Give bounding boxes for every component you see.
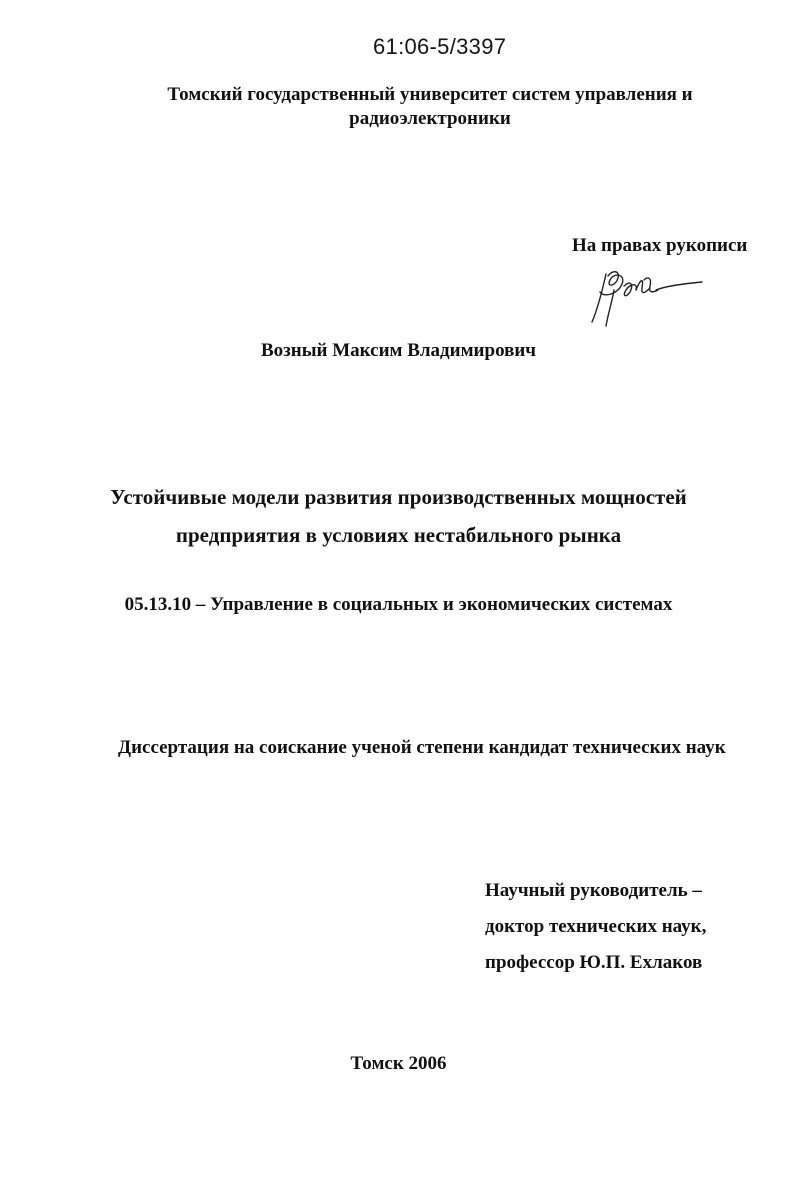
scientific-advisor xyxy=(485,873,706,981)
author-name: Возный Максим Владимирович xyxy=(260,340,537,361)
university-line-2: радиоэлектроники xyxy=(349,108,511,129)
advisor-line-3: профессор Ю.П. Ехлаков xyxy=(485,952,703,973)
advisor-line-1: Научный руководитель – xyxy=(485,880,702,901)
signature-icon xyxy=(586,262,706,330)
specialty-code: 05.13.10 – Управление в социальных и экономических системах xyxy=(124,594,673,615)
title-line-2: предприятия в условиях нестабильного рынка xyxy=(175,523,622,547)
degree-statement: Диссертация на соискание ученой степени кандидат технических наук xyxy=(118,737,726,758)
university-name xyxy=(120,83,740,131)
advisor-line-2: доктор технических наук, xyxy=(485,916,707,937)
catalog-number: 61:06-5/3397 xyxy=(373,34,507,59)
university-line-1: Томский государственный университет систем управления и xyxy=(167,84,693,105)
city-year: Томск 2006 xyxy=(350,1053,447,1074)
rights-note: На правах рукописи xyxy=(572,235,748,256)
title-line-1: Устойчивые модели развития производственных мощностей xyxy=(110,485,687,509)
dissertation-title xyxy=(0,478,797,554)
